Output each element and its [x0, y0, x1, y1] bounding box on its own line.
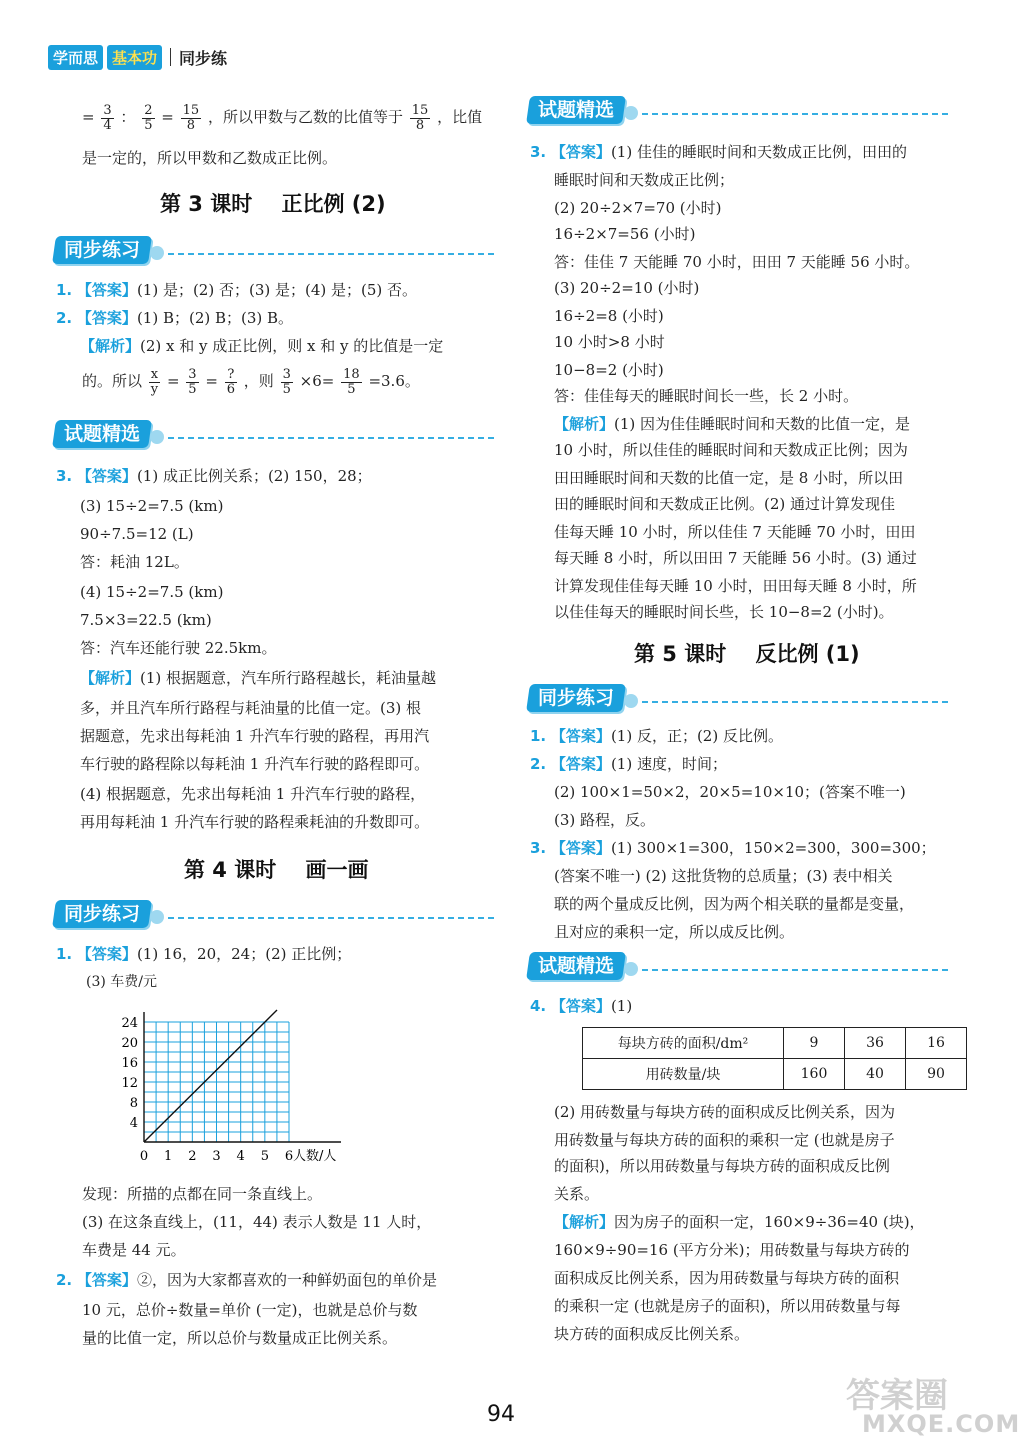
s4-analysis-line: 块方砖的面积成反比例关系。 — [554, 1325, 750, 1343]
s4-answer: 4. 【答案】(1) — [530, 997, 633, 1015]
r3-analysis-line: 田田睡眠时间和天数的比值一定，是 8 小时，所以田 — [554, 469, 904, 487]
q3-line: (4) 15÷2=7.5 (km) — [80, 583, 224, 601]
s3-answer: 3. 【答案】(1) 300×1=300，150×2=300，300=300； — [530, 839, 936, 857]
table-cell: 用砖数量/块 — [583, 1059, 784, 1090]
q3-analysis-line: 据题意，先求出每耗油 1 升汽车行驶的路程，再用汽 — [80, 727, 430, 745]
r3-analysis-line: 10 小时，所以佳佳的睡眠时间和天数成正比例；因为 — [554, 441, 908, 459]
q3-analysis-line: 车行驶的路程除以每耗油 1 升汽车行驶的路程即可。 — [80, 755, 430, 773]
fraction: $\frac{15}{8}$ — [182, 102, 200, 133]
intro-line-1: = $\frac{3}{4}$ ： $\frac{2}{5}$ = $\frac{15}{8}$ ，所以甲数与乙数的比值等于 $\frac{15}{8}$ ，比值 — [82, 102, 483, 133]
watermark-logo: 答案圈 — [846, 1376, 948, 1416]
r3-analysis-line: 计算发现佳佳每天睡 10 小时，田田每天睡 8 小时，所 — [554, 577, 917, 595]
table-row — [583, 1028, 967, 1059]
section-sync-practice-2: 同步练习 — [54, 900, 494, 930]
watermark-url: MXQE.COM — [862, 1410, 1020, 1438]
page-header — [48, 44, 227, 70]
fraction: $\frac{15}{8}$ — [411, 102, 429, 133]
table-cell: 16 — [906, 1028, 967, 1059]
s4-after-line: (2) 用砖数量与每块方砖的面积成反比例关系，因为 — [554, 1103, 896, 1121]
table-cell: 9 — [784, 1028, 845, 1059]
fare-chart — [90, 972, 370, 1172]
s3-line: (答案不唯一) (2) 这批货物的总质量；(3) 表中相关 — [554, 867, 893, 885]
r3-line: 答：佳佳 7 天能睡 70 小时，田田 7 天能睡 56 小时。 — [554, 253, 920, 271]
table-cell: 40 — [845, 1059, 906, 1090]
q3-line: (3) 15÷2=7.5 (km) — [80, 497, 224, 515]
header-divider — [170, 48, 171, 66]
p2-answer: 2. 【答案】②，因为大家都喜欢的一种鲜奶面包的单价是 — [56, 1271, 437, 1289]
section-selected-problems-right: 试题精选 — [528, 96, 948, 126]
s1-answer: 1. 【答案】(1) 反，正；(2) 反比例。 — [530, 727, 783, 745]
q2-answer: 2. 【答案】(1) B；(2) B；(3) B。 — [56, 309, 294, 327]
s3-line: 且对应的乘积一定，所以成反比例。 — [554, 923, 795, 941]
q3-analysis-line: 多，并且汽车所行路程与耗油量的比值一定。(3) 根 — [80, 699, 422, 717]
r3-line: (3) 20÷2=10 (小时) — [554, 279, 700, 297]
q3-line: 答：耗油 12L。 — [80, 553, 189, 571]
p2-line: 量的比值一定，所以总价与数量成正比例关系。 — [82, 1329, 398, 1347]
r3-analysis-line: 田的睡眠时间和天数成正比例。(2) 通过计算发现佳 — [554, 495, 896, 513]
section-sync-practice: 同步练习 — [54, 236, 494, 266]
s4-analysis: 【解析】因为房子的面积一定，160×9÷36=40 (块)， — [554, 1213, 925, 1231]
intro-line-2: 是一定的，所以甲数和乙数成正比例。 — [82, 149, 338, 167]
s4-after-line: 的面积)，所以用砖数量与每块方砖的面积成反比例 — [554, 1157, 890, 1175]
x-tick-label: 5 — [260, 1149, 269, 1164]
brand-xueersi: 学而思 — [48, 45, 103, 70]
q3-analysis-line: (4) 根据题意，先求出每耗油 1 升汽车行驶的路程， — [80, 785, 426, 803]
r3-line: (2) 20÷2×7=70 (小时) — [554, 199, 722, 217]
p1-after-line: 车费是 44 元。 — [82, 1241, 186, 1259]
y-tick-label: 12 — [121, 1076, 138, 1091]
table-cell: 每块方砖的面积/dm² — [583, 1028, 784, 1059]
p1-after-line: 发现：所描的点都在同一条直线上。 — [82, 1185, 323, 1203]
page-number: 94 — [487, 1402, 515, 1427]
r3-analysis-line: 以佳佳每天的睡眠时间长些，长 10−8=2 (小时)。 — [554, 603, 894, 621]
p1-after-line: (3) 在这条直线上，(11，44) 表示人数是 11 人时， — [82, 1213, 432, 1231]
x-tick-label: 0 — [139, 1149, 149, 1164]
r3-line: 睡眠时间和天数成正比例； — [554, 171, 735, 189]
p2-line: 10 元，总价÷数量=单价 (一定)，也就是总价与数 — [82, 1301, 418, 1319]
section-selected-problems-right-2: 试题精选 — [528, 952, 948, 982]
s2-answer: 2. 【答案】(1) 速度，时间； — [530, 755, 727, 773]
brand-jibengong: 基本功 — [107, 45, 162, 70]
y-tick-label: 4 — [129, 1116, 138, 1131]
x-axis-label: 人数/人 — [293, 1149, 337, 1164]
s4-analysis-line: 面积成反比例关系，因为用砖数量与每块方砖的面积 — [554, 1269, 900, 1287]
s2-line: (2) 100×1=50×2，20×5=10×10；(答案不唯一) — [554, 783, 906, 801]
table-cell: 90 — [906, 1059, 967, 1090]
q3-line: 90÷7.5=12 (L) — [80, 525, 194, 543]
r3-analysis-line: 每天睡 8 小时，所以田田 7 天能睡 56 小时。(3) 通过 — [554, 549, 917, 567]
s4-after-line: 用砖数量与每块方砖的面积的乘积一定 (也就是房子 — [554, 1131, 895, 1149]
lesson-5-title: 第 5 课时 反比例 (1) — [634, 642, 860, 666]
s3-line: 联的两个量成反比例，因为两个相关联的量都是变量， — [554, 895, 915, 913]
y-tick-label: 20 — [121, 1036, 138, 1051]
x-tick-label: 4 — [236, 1149, 245, 1164]
q2-analysis: 【解析】(2) x 和 y 成正比例，则 x 和 y 的比值是一定 — [80, 337, 444, 355]
q2-analysis-line-2: 的。所以 $\frac{x}{y}$ = $\frac{3}{5}$ = $\frac{?}{6}$ ，则 $\frac{3}{5}$ ×6= $\frac{18}{5}$ =3.6。 — [82, 366, 420, 397]
r3-analysis: 【解析】(1) 因为佳佳睡眠时间和天数的比值一定，是 — [554, 415, 911, 433]
fraction: $\frac{2}{5}$ — [144, 102, 153, 133]
s4-after-line: 关系。 — [554, 1185, 600, 1203]
y-tick-label: 24 — [121, 1016, 138, 1031]
x-tick-label: 1 — [164, 1149, 173, 1164]
q3-analysis: 【解析】(1) 根据题意，汽车所行路程越长，耗油量越 — [80, 669, 437, 687]
tile-table — [582, 1027, 967, 1090]
q3-answer: 3. 【答案】(1) 成正比例关系；(2) 150，28； — [56, 467, 372, 485]
s2-line: (3) 路程，反。 — [554, 811, 656, 829]
x-tick-label: 3 — [212, 1149, 221, 1164]
r3-line: 16÷2=8 (小时) — [554, 307, 664, 325]
s4-analysis-line: 160×9÷90=16 (平方分米)；用砖数量与每块方砖的 — [554, 1241, 910, 1259]
x-tick-label: 2 — [188, 1149, 197, 1164]
q3-line: 答：汽车还能行驶 22.5km。 — [80, 639, 277, 657]
q3-analysis-line: 再用每耗油 1 升汽车行驶的路程乘耗油的升数即可。 — [80, 813, 430, 831]
r3-line: 16÷2×7=56 (小时) — [554, 225, 696, 243]
s4-analysis-line: 的乘积一定 (也就是房子的面积)，所以用砖数量与每 — [554, 1297, 901, 1315]
r3-line: 10−8=2 (小时) — [554, 361, 664, 379]
r3-analysis-line: 佳每天睡 10 小时，所以佳佳 7 天能睡 70 小时，田田 — [554, 523, 916, 541]
q1-answer: 1. 【答案】(1) 是；(2) 否；(3) 是；(4) 是；(5) 否。 — [56, 281, 418, 299]
y-tick-label: 8 — [129, 1096, 138, 1111]
table-cell: 160 — [784, 1059, 845, 1090]
r3-line: 10 小时>8 小时 — [554, 333, 665, 351]
lesson-3-title: 第 3 课时 正比例 (2) — [160, 192, 386, 216]
section-sync-practice-right: 同步练习 — [528, 684, 948, 714]
header-title: 同步练 — [179, 48, 228, 68]
section-selected-problems: 试题精选 — [54, 420, 494, 450]
table-cell: 36 — [845, 1028, 906, 1059]
r3-answer: 3. 【答案】(1) 佳佳的睡眠时间和天数成正比例，田田的 — [530, 143, 907, 161]
r3-line: 答：佳佳每天的睡眠时间长一些，长 2 小时。 — [554, 387, 859, 405]
y-tick-label: 16 — [121, 1056, 138, 1071]
lesson-4-title: 第 4 课时 画一画 — [184, 858, 369, 882]
q3-line: 7.5×3=22.5 (km) — [80, 611, 212, 629]
fraction: $\frac{3}{4}$ — [103, 102, 112, 133]
chart-y-label: (3) 车费/元 — [86, 974, 157, 990]
x-tick-label: 6 — [284, 1149, 294, 1164]
table-row — [583, 1059, 967, 1090]
p1-answer: 1. 【答案】(1) 16，20，24；(2) 正比例； — [56, 945, 352, 963]
